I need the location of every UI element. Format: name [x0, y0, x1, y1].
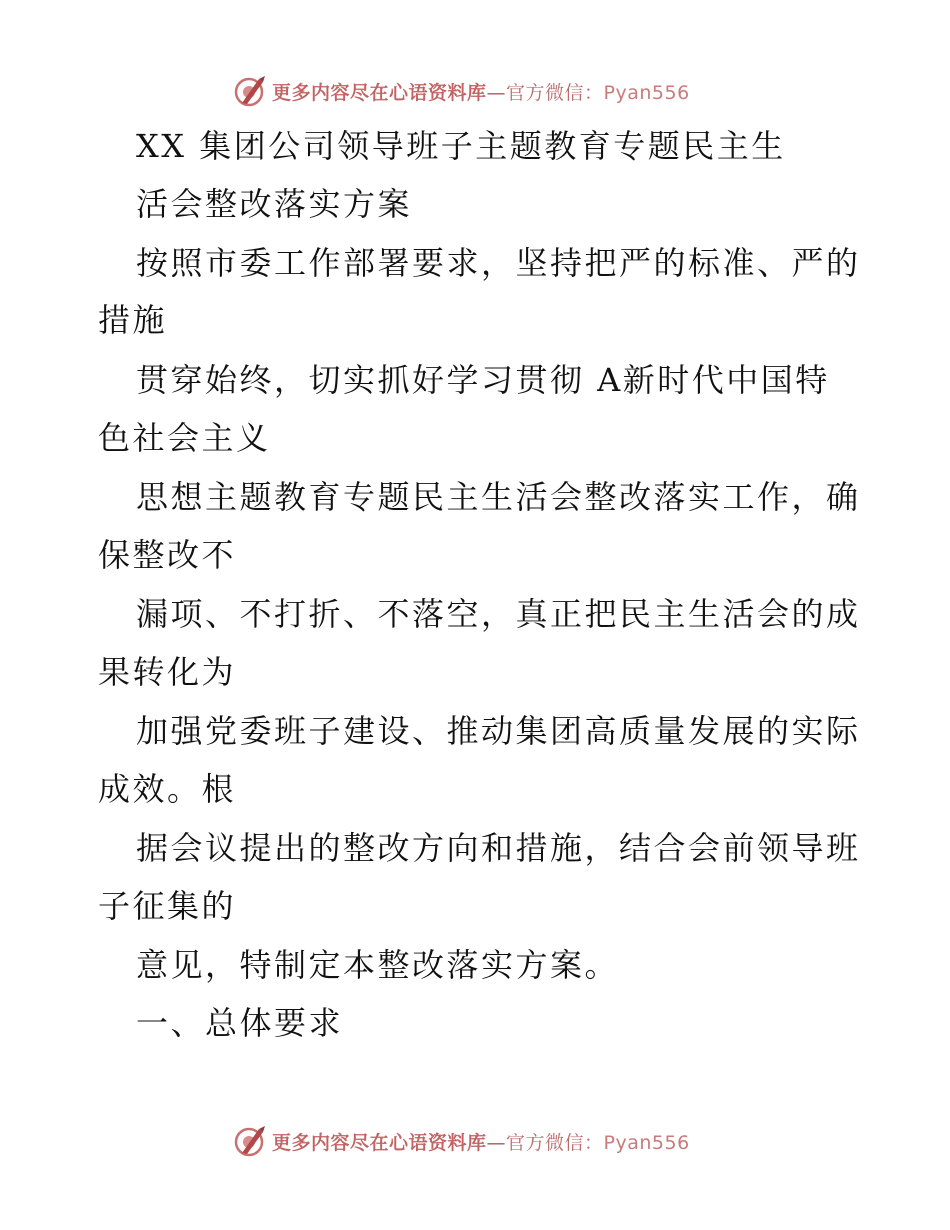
body-line: 意见，特制定本整改落实方案。 [136, 946, 620, 984]
body-line: 措施 [98, 301, 168, 339]
footer-watermark [232, 1121, 690, 1161]
watermark-main: 更多内容尽在心语资料库 [272, 81, 487, 104]
watermark-main: 更多内容尽在心语资料库 [272, 1131, 487, 1154]
watermark-text [272, 1128, 690, 1155]
body-line: 成效。根 [98, 770, 237, 808]
section-heading: 一、总体要求 [136, 1004, 344, 1042]
body-line: 漏项、不打折、不落空，真正把民主生活会的成 [136, 595, 861, 633]
body-line: 保整改不 [98, 536, 237, 574]
watermark-separator: — [486, 81, 507, 104]
body-line: 贯穿始终，切实抓好学习贯彻 A新时代中国特 [136, 361, 830, 399]
quill-pen-logo-icon [232, 1123, 268, 1159]
body-line: 色社会主义 [98, 419, 271, 457]
watermark-separator: — [486, 1131, 507, 1154]
body-line: 据会议提出的整改方向和措施，结合会前领导班 [136, 829, 861, 867]
watermark-sub: 官方微信： [506, 1131, 604, 1154]
body-line: 加强党委班子建设、推动集团高质量发展的实际 [136, 712, 861, 750]
header-watermark [232, 71, 690, 111]
document-title-line-2: 活会整改落实方案 [136, 185, 413, 223]
watermark-text [272, 78, 690, 105]
body-line: 思想主题教育专题民主生活会整改落实工作，确 [136, 478, 861, 516]
watermark-sub: 官方微信： [506, 81, 604, 104]
document-title-line-1: XX 集团公司领导班子主题教育专题民主生 [136, 127, 786, 165]
watermark-id: Pyan556 [603, 81, 690, 104]
quill-pen-logo-icon [232, 73, 268, 109]
body-line: 按照市委工作部署要求，坚持把严的标准、严的 [136, 244, 861, 282]
watermark-id: Pyan556 [603, 1131, 690, 1154]
body-line: 果转化为 [98, 653, 237, 691]
body-line: 子征集的 [98, 887, 237, 925]
